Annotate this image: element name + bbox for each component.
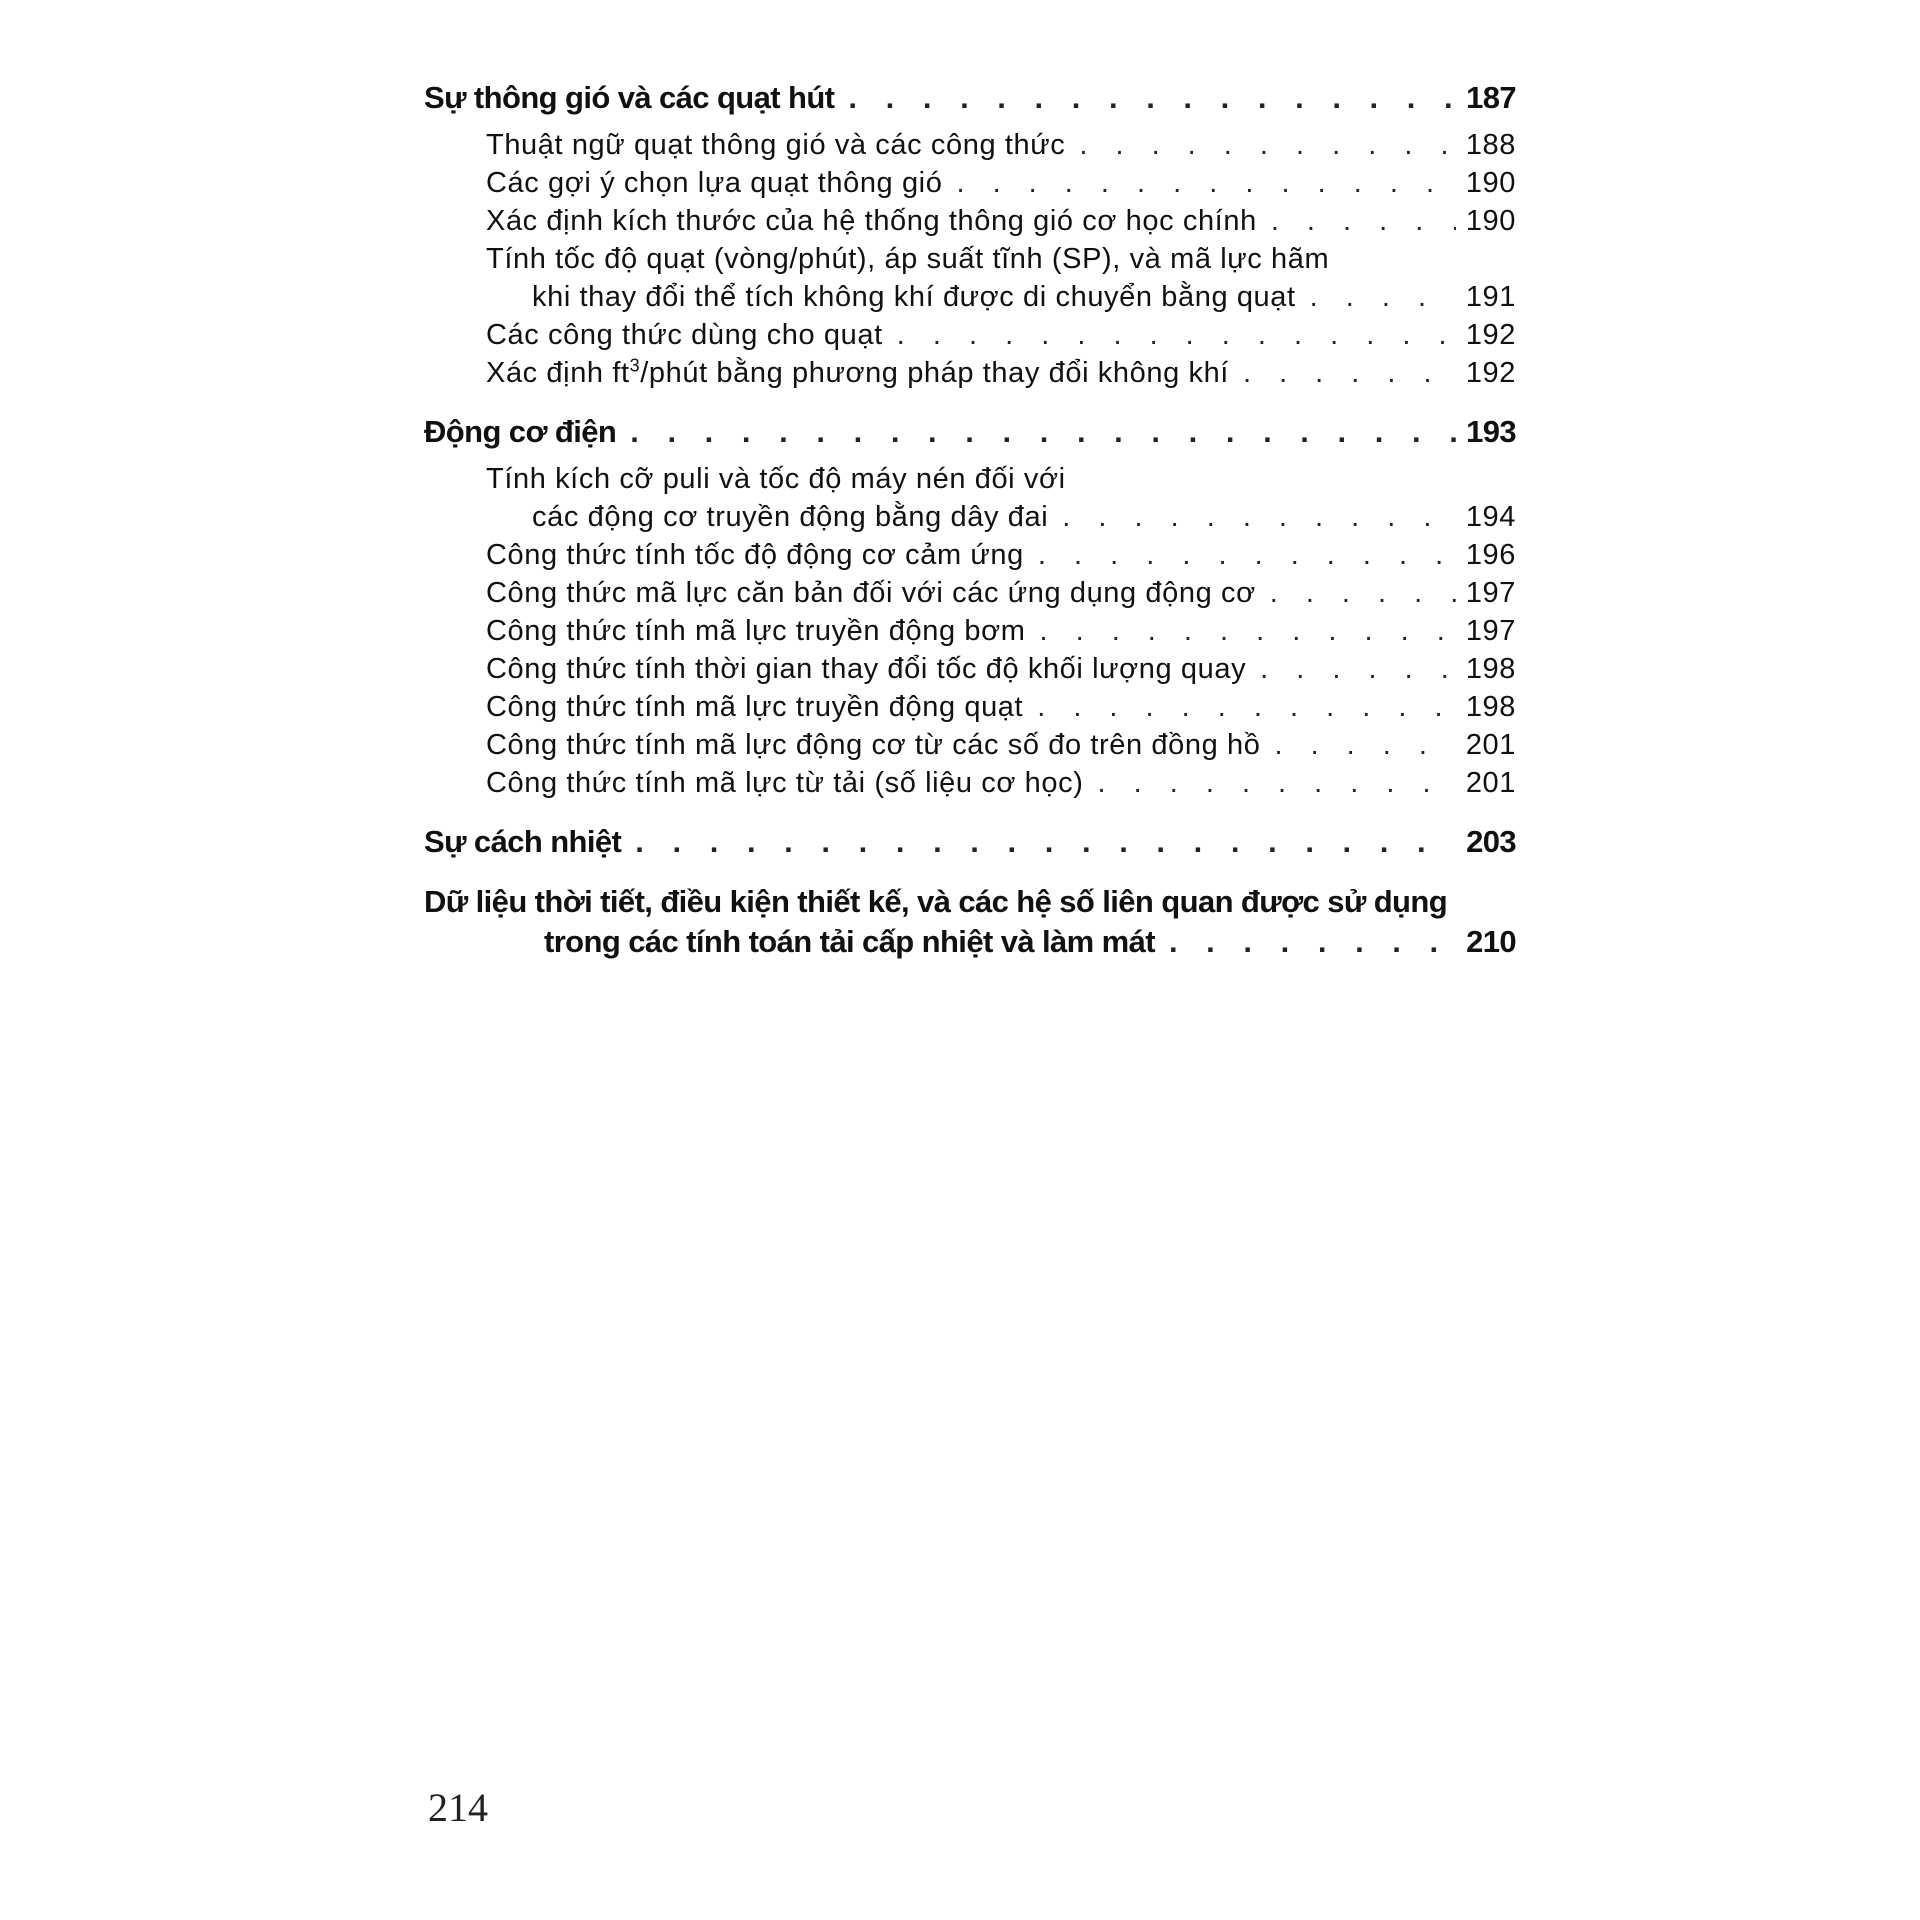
dot-leader (1243, 354, 1456, 392)
toc-entry-page: 193 (1466, 414, 1516, 449)
dot-leader (635, 822, 1456, 862)
dot-leader (1097, 764, 1455, 802)
dot-leader (897, 316, 1456, 354)
toc-subentry (424, 202, 1516, 240)
toc-subentry (424, 278, 1516, 316)
toc-subentry-title: Xác định kích thước của hệ thống thông gió cơ học chính (486, 205, 1257, 237)
dot-leader (1169, 922, 1456, 962)
toc-subentry-title: Thuật ngữ quạt thông gió và các công thức (486, 129, 1066, 161)
page-number: 214 (428, 1785, 488, 1830)
superscript: 3 (629, 355, 641, 376)
toc-subentry-title: Công thức mã lực căn bản đối với các ứng dụng động cơ (486, 577, 1256, 609)
toc-section-insulation (424, 822, 1516, 862)
toc-subentry (424, 764, 1516, 802)
dot-leader (1310, 278, 1456, 316)
toc-subentry-title: Công thức tính tốc độ động cơ cảm ứng (486, 539, 1024, 571)
toc-entry (424, 78, 1516, 118)
toc-entry (424, 412, 1516, 452)
toc-entry-title: Sự thông gió và các quạt hút (424, 80, 835, 115)
toc-subentry-title-line2: các động cơ truyền động bằng dây đai (532, 501, 1049, 533)
toc-subentry-page: 197 (1465, 615, 1516, 647)
toc-subentry-title-line1: Tính tốc độ quạt (vòng/phút), áp suất tĩnh (SP), và mã lực hãm (486, 243, 1330, 275)
toc-entry-page: 210 (1466, 924, 1516, 959)
toc-subentry-title: Công thức tính mã lực truyền động quạt (486, 691, 1024, 723)
toc-subentry (424, 574, 1516, 612)
toc-subentry-page: 194 (1465, 501, 1516, 533)
toc-section-electric-motors (424, 412, 1516, 452)
dot-leader (956, 164, 1455, 202)
toc-subentry-title: Công thức tính mã lực từ tải (số liệu cơ học) (486, 767, 1084, 799)
toc-subentry-page: 196 (1465, 539, 1516, 571)
dot-leader (1274, 726, 1455, 764)
dot-leader (1271, 202, 1456, 240)
toc-subentry-page: 197 (1465, 577, 1516, 609)
toc-subentry (424, 498, 1516, 536)
toc-subentry-page: 188 (1465, 129, 1516, 161)
toc-entry (424, 922, 1516, 962)
dot-leader (1039, 612, 1455, 650)
dot-leader (630, 412, 1456, 452)
toc-subentry-title: Các công thức dùng cho quạt (486, 319, 883, 351)
table-of-contents (424, 78, 1516, 970)
toc-subentry-title (486, 354, 1229, 392)
toc-subentry-page: 201 (1465, 729, 1516, 761)
toc-subentries-ventilation (424, 126, 1516, 392)
toc-subentries-electric-motors (424, 460, 1516, 802)
toc-subentry (424, 612, 1516, 650)
toc-subentry-page: 198 (1465, 653, 1516, 685)
toc-subentry-title-line2: khi thay đổi thể tích không khí được di chuyển bằng quạt (532, 281, 1296, 313)
dot-leader (848, 78, 1456, 118)
toc-subentry-page: 191 (1465, 281, 1516, 313)
toc-subentry (424, 126, 1516, 164)
toc-entry-page: 203 (1466, 824, 1516, 859)
dot-leader (1270, 574, 1456, 612)
dot-leader (1062, 498, 1456, 536)
toc-entry-title: Động cơ điện (424, 414, 617, 449)
toc-subentry-page: 198 (1465, 691, 1516, 723)
toc-entry-title: Sự cách nhiệt (424, 824, 622, 859)
toc-subentry (424, 316, 1516, 354)
toc-section-ventilation (424, 78, 1516, 118)
toc-entry (424, 822, 1516, 862)
dot-leader (1037, 688, 1456, 726)
toc-subentry (424, 688, 1516, 726)
toc-subentry (424, 726, 1516, 764)
toc-subentry-page: 190 (1465, 205, 1516, 237)
toc-subentry-page: 190 (1465, 167, 1516, 199)
dot-leader (1038, 536, 1456, 574)
toc-subentry-page: 192 (1465, 357, 1516, 389)
toc-subentry (424, 164, 1516, 202)
toc-subentry-page: 201 (1465, 767, 1516, 799)
toc-subentry (424, 354, 1516, 392)
toc-subentry-page: 192 (1465, 319, 1516, 351)
toc-subentry (424, 650, 1516, 688)
toc-entry-title-line1: Dữ liệu thời tiết, điều kiện thiết kế, và các hệ số liên quan được sử dụng (424, 884, 1448, 919)
toc-subentry (424, 536, 1516, 574)
dot-leader (1079, 126, 1455, 164)
toc-entry-page: 187 (1466, 80, 1516, 115)
toc-subentry-title: Công thức tính thời gian thay đổi tốc độ khối lượng quay (486, 653, 1247, 685)
toc-entry-title-line2: trong các tính toán tải cấp nhiệt và làm mát (544, 924, 1155, 959)
toc-subentry-title-line1: Tính kích cỡ puli và tốc độ máy nén đối với (486, 463, 1066, 495)
dot-leader (1260, 650, 1456, 688)
title-suffix: /phút bằng phương pháp thay đổi không khí (640, 357, 1229, 389)
toc-subentry-title: Công thức tính mã lực động cơ từ các số đo trên đồng hồ (486, 729, 1261, 761)
toc-subentry-title: Công thức tính mã lực truyền động bơm (486, 615, 1026, 647)
title-prefix: Xác định ft (486, 357, 630, 389)
toc-subentry-title: Các gợi ý chọn lựa quạt thông gió (486, 167, 943, 199)
toc-section-weather-data (424, 882, 1516, 962)
